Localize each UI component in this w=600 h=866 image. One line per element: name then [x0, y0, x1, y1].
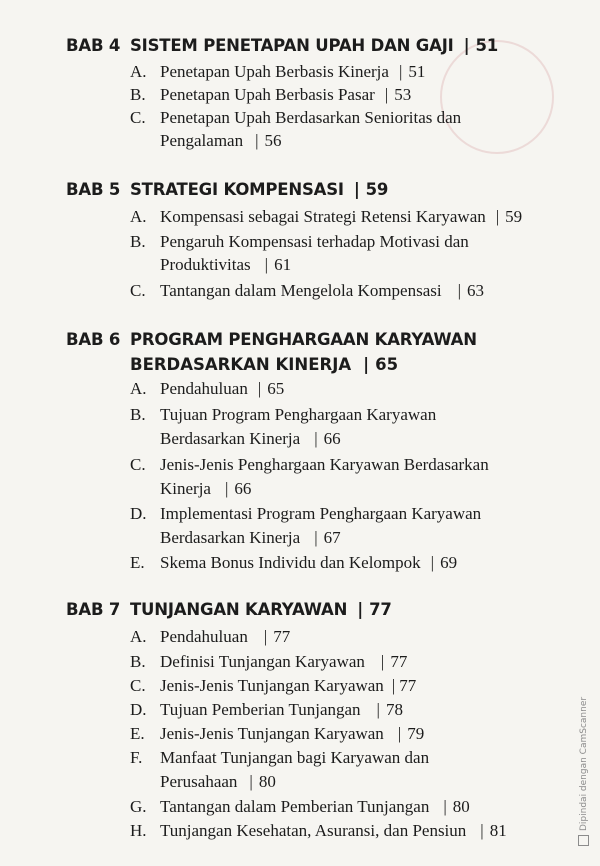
separator: | [380, 652, 385, 671]
toc-item-continuation [160, 528, 341, 548]
toc-item [130, 108, 461, 128]
item-text: Definisi Tunjangan Karyawan [160, 652, 365, 671]
item-text: Skema Bonus Individu dan Kelompok [160, 553, 421, 572]
item-text: Tujuan Program Penghargaan Karyawan [160, 405, 437, 424]
item-text: Kinerja [160, 479, 211, 498]
toc-item [130, 85, 411, 105]
item-letter: B. [130, 232, 146, 251]
separator: | [495, 207, 500, 226]
item-text: Perusahaan [160, 772, 238, 791]
item-text: Jenis-Jenis Penghargaan Karyawan Berdasarkan [160, 455, 489, 474]
toc-item [130, 379, 284, 399]
chapter-page: 51 [475, 36, 498, 55]
toc-item-continuation [160, 772, 276, 792]
chapter-title: PROGRAM PENGHARGAAN KARYAWAN [130, 330, 477, 349]
item-text: Pendahuluan [160, 627, 248, 646]
chapter-title: STRATEGI KOMPENSASI [130, 180, 344, 199]
separator: | [398, 62, 403, 81]
item-text: Jenis-Jenis Tunjangan Karyawan [160, 724, 384, 743]
toc-item [130, 62, 425, 82]
toc-item [130, 405, 436, 425]
item-page: 77 [390, 652, 408, 671]
item-text: Pendahuluan [160, 379, 248, 398]
separator: | [363, 355, 370, 374]
item-page: 77 [273, 627, 291, 646]
separator: | [314, 429, 318, 448]
item-page: 51 [408, 62, 426, 81]
item-page: 61 [274, 255, 292, 274]
item-text: Manfaat Tunjangan bagi Karyawan dan [160, 748, 430, 767]
toc-item-continuation [160, 479, 251, 499]
item-page: 69 [440, 553, 458, 572]
toc-item [130, 455, 489, 475]
separator: | [264, 255, 269, 274]
item-text: Penetapan Upah Berdasarkan Senioritas dan [160, 108, 462, 127]
toc-item-continuation [160, 131, 282, 151]
separator: | [376, 700, 380, 719]
item-text: Pengalaman [160, 131, 244, 150]
toc-item [130, 748, 429, 768]
chapter-title: SISTEM PENETAPAN UPAH DAN GAJI [130, 36, 454, 55]
item-page: 53 [394, 85, 412, 104]
separator: | [353, 180, 360, 199]
item-letter: A. [130, 379, 147, 398]
item-page: 79 [407, 724, 425, 743]
item-letter: C. [130, 108, 146, 127]
chapter-4-heading [66, 36, 498, 55]
bleed-through-stamp [440, 40, 554, 154]
chapter-page: 59 [365, 180, 389, 199]
toc-item [130, 821, 507, 841]
toc-item [130, 797, 470, 817]
toc-item [130, 700, 403, 720]
chapter-number: BAB 7 [66, 600, 121, 619]
toc-item [130, 627, 290, 647]
item-letter: C. [130, 281, 146, 300]
scanner-watermark-text: Dipindai dengan CamScanner [579, 696, 589, 831]
item-letter: A. [130, 627, 147, 646]
item-page: 59 [505, 207, 523, 226]
item-letter: B. [130, 85, 146, 104]
separator: | [257, 379, 262, 398]
chapter-number: BAB 6 [66, 330, 121, 349]
item-text: Pengaruh Kompensasi terhadap Motivasi dan [160, 232, 469, 251]
item-letter: D. [130, 700, 147, 719]
item-letter: C. [130, 676, 146, 695]
toc-item [130, 504, 481, 524]
toc-item [130, 207, 522, 227]
toc-item [130, 553, 457, 573]
separator: | [384, 85, 389, 104]
toc-item [130, 676, 416, 696]
item-letter: G. [130, 797, 147, 816]
toc-item-continuation [160, 255, 291, 275]
separator: | [457, 281, 461, 300]
toc-item [130, 232, 469, 252]
chapter-5-heading [66, 180, 388, 199]
item-text: Implementasi Program Penghargaan Karyawan [160, 504, 482, 523]
separator: | [249, 772, 253, 791]
item-text: Produktivitas [160, 255, 251, 274]
item-page: 67 [323, 528, 341, 547]
item-text: Jenis-Jenis Tunjangan Karyawan [160, 676, 384, 695]
separator: | [391, 676, 396, 695]
item-page: 66 [234, 479, 252, 498]
item-letter: C. [130, 455, 146, 474]
item-page: 63 [467, 281, 484, 300]
item-letter: D. [130, 504, 147, 523]
chapter-7-heading [66, 600, 392, 619]
item-letter: B. [130, 652, 146, 671]
item-text: Tantangan dalam Mengelola Kompensasi [160, 281, 442, 300]
item-page: 81 [489, 821, 507, 840]
item-letter: A. [130, 62, 147, 81]
chapter-number: BAB 5 [66, 180, 121, 199]
chapter-page: 65 [375, 355, 399, 374]
item-page: 65 [267, 379, 285, 398]
item-page: 66 [323, 429, 341, 448]
item-letter: B. [130, 405, 146, 424]
scanner-watermark [578, 697, 589, 846]
chapter-title: BERDASARKAN KINERJA [130, 355, 352, 374]
item-text: Penetapan Upah Berbasis Kinerja [160, 62, 389, 81]
item-letter: E. [130, 724, 145, 743]
item-page: 77 [399, 676, 417, 695]
toc-item [130, 652, 407, 672]
separator: | [443, 797, 447, 816]
chapter-6-heading-continuation [130, 355, 398, 374]
separator: | [480, 821, 484, 840]
item-letter: E. [130, 553, 145, 572]
chapter-title: TUNJANGAN KARYAWAN [130, 600, 348, 619]
item-page: 56 [264, 131, 282, 150]
item-page: 80 [258, 772, 276, 791]
camscanner-logo-icon [578, 835, 589, 846]
item-letter: A. [130, 207, 147, 226]
item-text: Tujuan Pemberian Tunjangan [160, 700, 361, 719]
separator: | [263, 627, 268, 646]
separator: | [430, 553, 435, 572]
separator: | [314, 528, 318, 547]
item-page: 78 [385, 700, 403, 719]
item-page: 80 [452, 797, 470, 816]
item-text: Tantangan dalam Pemberian Tunjangan [160, 797, 430, 816]
toc-item-continuation [160, 429, 341, 449]
item-text: Berdasarkan Kinerja [160, 429, 301, 448]
chapter-number: BAB 4 [66, 36, 121, 55]
item-text: Berdasarkan Kinerja [160, 528, 301, 547]
chapter-6-heading [66, 330, 477, 349]
separator: | [224, 479, 229, 498]
separator: | [357, 600, 364, 619]
item-letter: H. [130, 821, 147, 840]
item-letter: F. [130, 748, 143, 767]
item-text: Tunjangan Kesehatan, Asuransi, dan Pensiun [160, 821, 467, 840]
chapter-page: 77 [369, 600, 392, 619]
separator: | [255, 131, 259, 150]
separator: | [463, 36, 470, 55]
item-text: Penetapan Upah Berbasis Pasar [160, 85, 375, 104]
separator: | [397, 724, 402, 743]
toc-item [130, 281, 484, 301]
item-text: Kompensasi sebagai Strategi Retensi Karyawan [160, 207, 486, 226]
toc-item [130, 724, 424, 744]
